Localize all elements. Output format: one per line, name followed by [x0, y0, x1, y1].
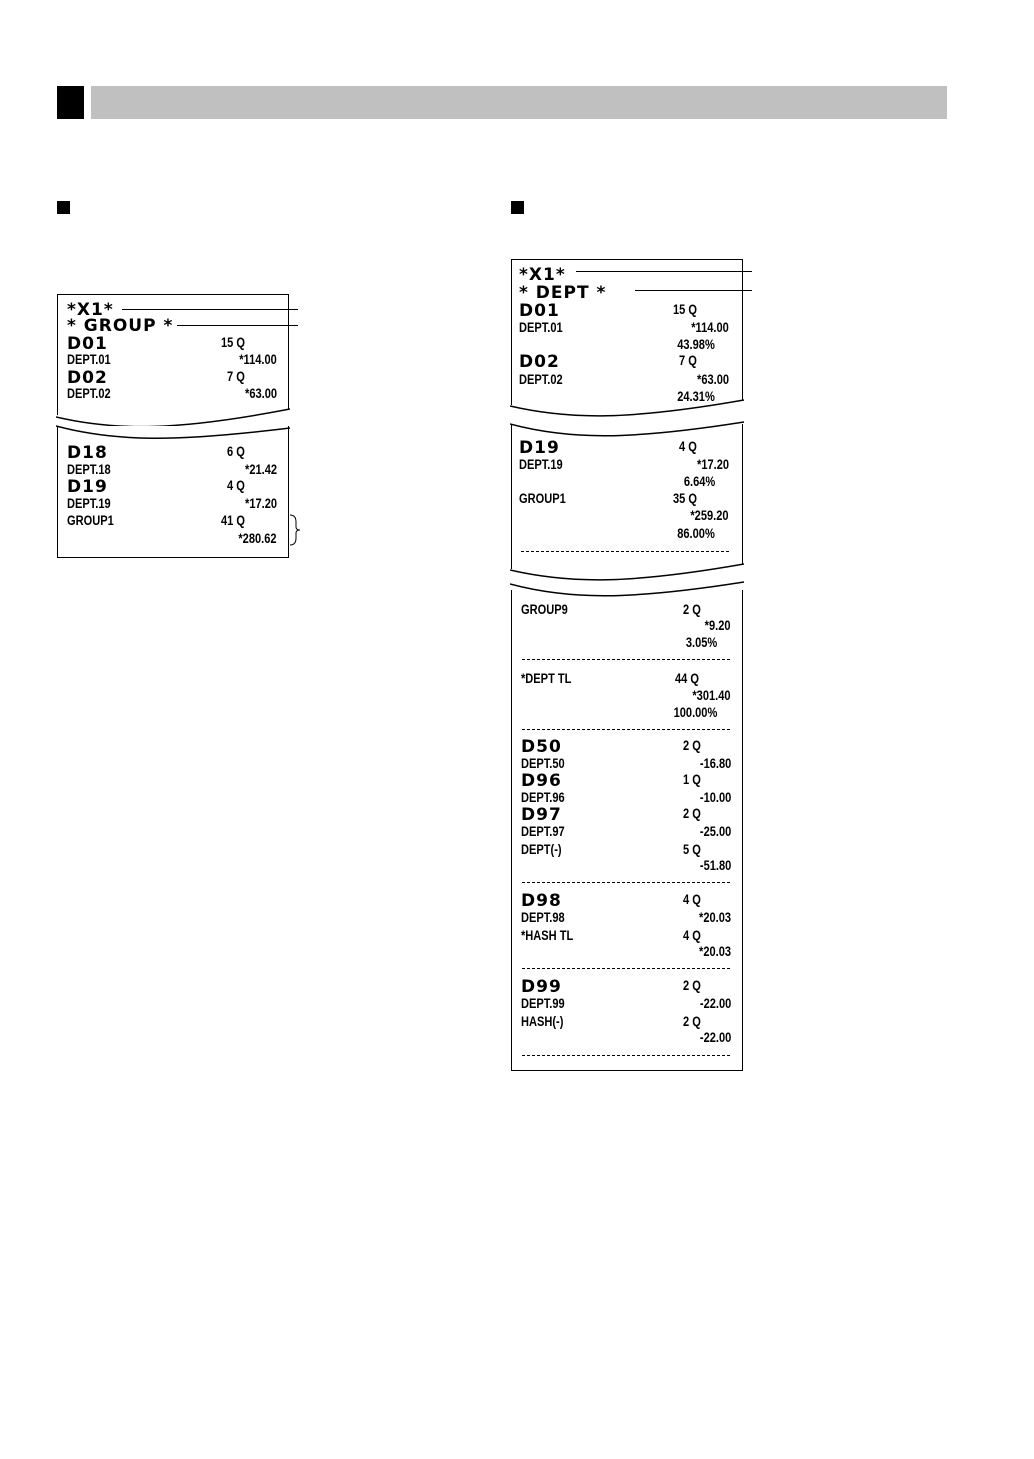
tear-edge	[510, 580, 744, 602]
group-amount: *259.20	[690, 508, 729, 523]
row-name: DEPT.97	[521, 824, 565, 839]
dept-total-amount: *301.40	[692, 688, 731, 703]
row-qty: 1 Q	[683, 772, 701, 787]
row-amount: *63.00	[244, 386, 277, 401]
row-name: DEPT.18	[67, 462, 111, 477]
separator	[522, 968, 730, 969]
separator	[522, 1055, 730, 1056]
row-amount: *114.00	[691, 320, 729, 335]
row-amount: *17.20	[696, 457, 729, 472]
row-code: D18	[67, 443, 108, 463]
row-qty: 7 Q	[227, 369, 245, 384]
row-code: D96	[521, 771, 562, 791]
row-code: D19	[67, 477, 108, 497]
group-label: GROUP1	[519, 491, 566, 506]
leader-line	[576, 271, 752, 272]
row-name: DEPT.98	[521, 910, 565, 925]
row-name: DEPT.02	[67, 386, 111, 401]
dept-minus-label: DEPT(-)	[521, 842, 562, 857]
row-name: DEPT.02	[519, 372, 563, 387]
group-header-x1: *X1*	[67, 300, 114, 320]
dept-header-x1: *X1*	[519, 265, 566, 285]
dept-total-percent: 100.00%	[673, 705, 717, 720]
row-code: D19	[519, 438, 560, 458]
row-qty: 4 Q	[683, 892, 701, 907]
dept-minus-amount: -51.80	[699, 858, 731, 873]
bracket-icon	[288, 514, 302, 546]
row-amount: *17.20	[244, 496, 277, 511]
dept-total-label: *DEPT TL	[521, 671, 572, 686]
dept-section-bullet	[511, 201, 524, 214]
group-percent: 86.00%	[677, 526, 715, 541]
row-amount: *20.03	[698, 910, 731, 925]
row-name: DEPT.99	[521, 996, 565, 1011]
group9-percent: 3.05%	[685, 635, 717, 650]
row-percent: 6.64%	[683, 474, 715, 489]
dept-header-title: * DEPT *	[519, 283, 607, 303]
row-qty: 15 Q	[673, 302, 698, 317]
leader-line	[635, 290, 752, 291]
row-qty: 2 Q	[683, 806, 701, 821]
row-qty: 4 Q	[227, 478, 245, 493]
group9-amount: *9.20	[705, 618, 731, 633]
group-qty: 41 Q	[221, 513, 246, 528]
group9-label: GROUP9	[521, 602, 568, 617]
title-bar	[91, 86, 947, 119]
row-code: D97	[521, 805, 562, 825]
separator	[521, 551, 729, 552]
hash-minus-amount: -22.00	[699, 1030, 731, 1045]
hash-total-label: *HASH TL	[521, 928, 574, 943]
row-qty: 2 Q	[683, 978, 701, 993]
row-name: DEPT.01	[519, 320, 563, 335]
row-code: D02	[67, 368, 108, 388]
row-name: DEPT.19	[519, 457, 563, 472]
row-name: DEPT.96	[521, 790, 565, 805]
group-label: GROUP1	[67, 513, 114, 528]
hash-minus-qty: 2 Q	[683, 1014, 701, 1029]
row-qty: 4 Q	[679, 439, 697, 454]
row-code: D98	[521, 891, 562, 911]
row-amount: -16.80	[699, 756, 731, 771]
row-qty: 15 Q	[221, 335, 246, 350]
separator	[522, 729, 730, 730]
row-code: D01	[67, 334, 108, 354]
leader-line	[177, 325, 298, 326]
row-amount: *114.00	[239, 352, 277, 367]
dept-total-qty: 44 Q	[675, 671, 700, 686]
row-amount: -25.00	[699, 824, 731, 839]
row-code: D01	[519, 301, 560, 321]
group-amount: *280.62	[238, 531, 277, 546]
group-section-bullet	[57, 201, 70, 214]
section-marker	[57, 86, 84, 119]
row-qty: 7 Q	[679, 353, 697, 368]
row-amount: *21.42	[244, 462, 277, 477]
separator	[522, 659, 730, 660]
hash-total-amount: *20.03	[698, 944, 731, 959]
separator	[522, 882, 730, 883]
row-amount: *63.00	[696, 372, 729, 387]
row-name: DEPT.19	[67, 496, 111, 511]
row-code: D99	[521, 977, 562, 997]
row-name: DEPT.01	[67, 352, 111, 367]
leader-line	[122, 309, 298, 310]
dept-minus-qty: 5 Q	[683, 842, 701, 857]
row-qty: 6 Q	[227, 444, 245, 459]
row-code: D02	[519, 352, 560, 372]
row-amount: -22.00	[699, 996, 731, 1011]
row-name: DEPT.50	[521, 756, 565, 771]
row-qty: 2 Q	[683, 738, 701, 753]
row-percent: 43.98%	[677, 337, 715, 352]
row-code: D50	[521, 737, 562, 757]
group-qty: 35 Q	[673, 491, 698, 506]
group-header-title: * GROUP *	[67, 316, 174, 336]
group9-qty: 2 Q	[683, 602, 701, 617]
hash-total-qty: 4 Q	[683, 928, 701, 943]
hash-minus-label: HASH(-)	[521, 1014, 564, 1029]
row-percent: 24.31%	[677, 389, 715, 404]
row-amount: -10.00	[699, 790, 731, 805]
